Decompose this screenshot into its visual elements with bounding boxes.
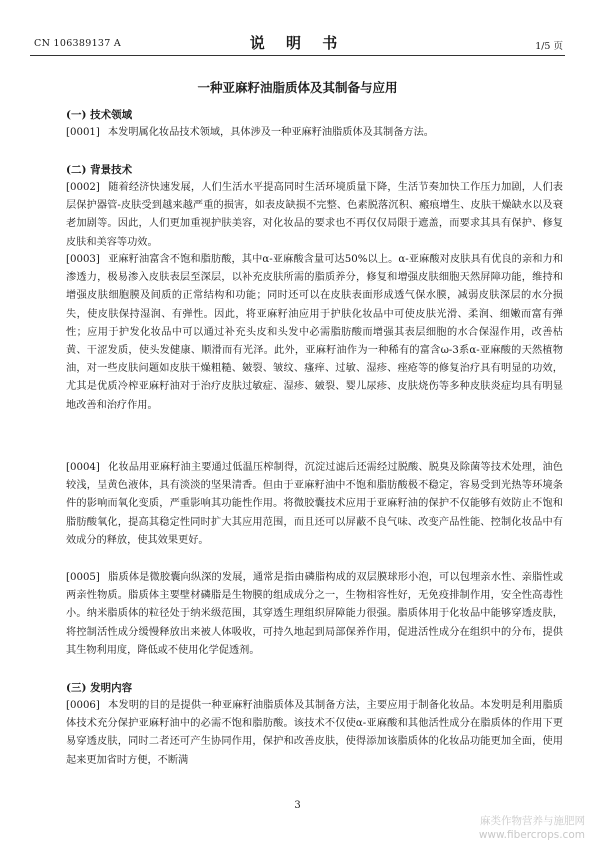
patent-number: CN 106389137 A [34,38,122,49]
paragraph-0005 [66,569,563,660]
page-number: 3 [294,800,301,811]
header-divider [30,55,565,56]
paragraph-text: 本发明的目的是提供一种亚麻籽油脂质体及其制备方法，主要应用于制备化妆品。本发明是利用脂质体技术充分保护亚麻籽油中的必需不饱和脂肪酸。该技术不仅使α-亚麻酸和其他活性成分在脂质体的作用下更易穿透皮肤，同时二者还可产生协同作用，保护和改善皮肤，使得添加该脂质体的化妆品功能更加全面，使用起来更加省时方便，不断满 [66,700,563,766]
watermark-site-name: 麻类作物营养与施肥网 [480,815,585,827]
paragraph-text: 化妆品用亚麻籽油主要通过低温压榨制得，沉淀过滤后还需经过脱酸、脱臭及除菌等技术处理，油色较浅，呈黄色液体，具有淡淡的坚果清香。但由于亚麻籽油中不饱和脂肪酸极不稳定，容易受到光热等环境条件的影响而氧化变质，严重影响其功能性作用。将微胶囊技术应用于亚麻籽油的保护不仅能够有效防止不饱和脂肪酸氧化，提高其稳定性同时扩大其应用范围，而且还可以屏蔽不良气味、改变产品性能、控制化妆品中有效成分的释放，使其效果更好。 [66,462,563,546]
page-header [0,0,595,60]
section-heading-invention-content: (三) 发明内容 [66,682,133,694]
paragraph-0003 [66,251,563,415]
paragraph-number: [0002] [66,182,100,193]
paragraph-0002 [66,179,563,252]
paragraph-number: [0005] [66,572,100,583]
paragraph-number: [0004] [66,462,100,473]
paragraph-number: [0003] [66,254,100,265]
paragraph-0001 [66,124,563,142]
paragraph-number: [0006] [66,700,100,711]
paragraph-0006 [66,697,563,770]
section-heading-technical-field: (一) 技术领域 [66,109,133,121]
document-type-title: 说 明 书 [249,34,346,52]
paragraph-text: 本发明属化妆品技术领域，具体涉及一种亚麻籽油脂质体及其制备方法。 [108,127,434,138]
document-title: 一种亚麻籽油脂质体及其制备与应用 [197,80,398,95]
section-heading-background: (二) 背景技术 [66,164,133,176]
page-indicator: 1/5 页 [535,41,563,52]
watermark-url: www.fibercrops.com [478,829,585,841]
watermark [479,814,585,842]
paragraph-text: 脂质体是微胶囊向纵深的发展，通常是指由磷脂构成的双层膜球形小泡，可以包埋亲水性、亲脂性或两亲性物质。脂质体主要壁材磷脂是生物膜的组成成分之一，生物相容性好，无免疫排制作用，安全性高毒性小。纳米脂质体的粒径处于纳米级范围，其穿透生理组织屏障能力很强。脂质体用于化妆品中能够穿透皮肤，将控制活性成分缓慢释放出来被人体吸收，可持久地起到局部保养作用，促进活性成分在组织中的分布，提供其生物利用度，降低或不使用化学促透剂。 [66,572,563,656]
paragraph-text: 亚麻籽油富含不饱和脂肪酸，其中α-亚麻酸含量可达50%以上。α-亚麻酸对皮肤具有优良的亲和力和渗透力，极易渗入皮肤表层至深层，以补充皮肤所需的脂质养分，修复和增强皮肤细胞天然屏障功能，维持和增强皮肤细胞膜及间质的正常结构和功能；同时还可以在皮肤表面形成透气保水膜，减弱皮肤深层的水分损失，使皮肤保持湿润、有弹性。因此，将亚麻籽油应用于护肤化妆品中可使皮肤光滑、柔润、细嫩而富有弹性；应用于护发化妆品中可以通过补充头皮和头发中必需脂肪酸而增强其表层细胞的水合保湿作用，改善枯黄、干涩发质，使头发健康、顺滑而有光泽。此外，亚麻籽油作为一种稀有的富含ω-3系α-亚麻酸的天然植物油，对一些皮肤问题如皮肤干燥粗糙、皴裂、皱纹、瘙痒、过敏、湿疹、痤疮等的修复治疗具有明显的功效，尤其是优质冷榨亚麻籽油对于治疗皮肤过敏症、湿疹、皴裂、婴儿尿疹、皮肤烧伤等多种皮肤炎症均具有明显地改善和治疗作用。 [66,254,563,411]
paragraph-0004 [66,459,563,550]
paragraph-text: 随着经济快速发展，人们生活水平提高同时生活环境质量下降，生活节奏加快工作压力加剧，人们表层保护器管-皮肤受到越来越严重的损害，如表皮缺损不完整、色素脱落沉积、瘢痕增生、皮肤干燥缺水以及衰老加剧等。因此，人们更加重视护肤美容，对化妆品的要求也不再仅仅局限于遮盖，而要求其具有保护、修复皮肤和美容等功效。 [66,182,563,248]
paragraph-number: [0001] [66,127,100,138]
